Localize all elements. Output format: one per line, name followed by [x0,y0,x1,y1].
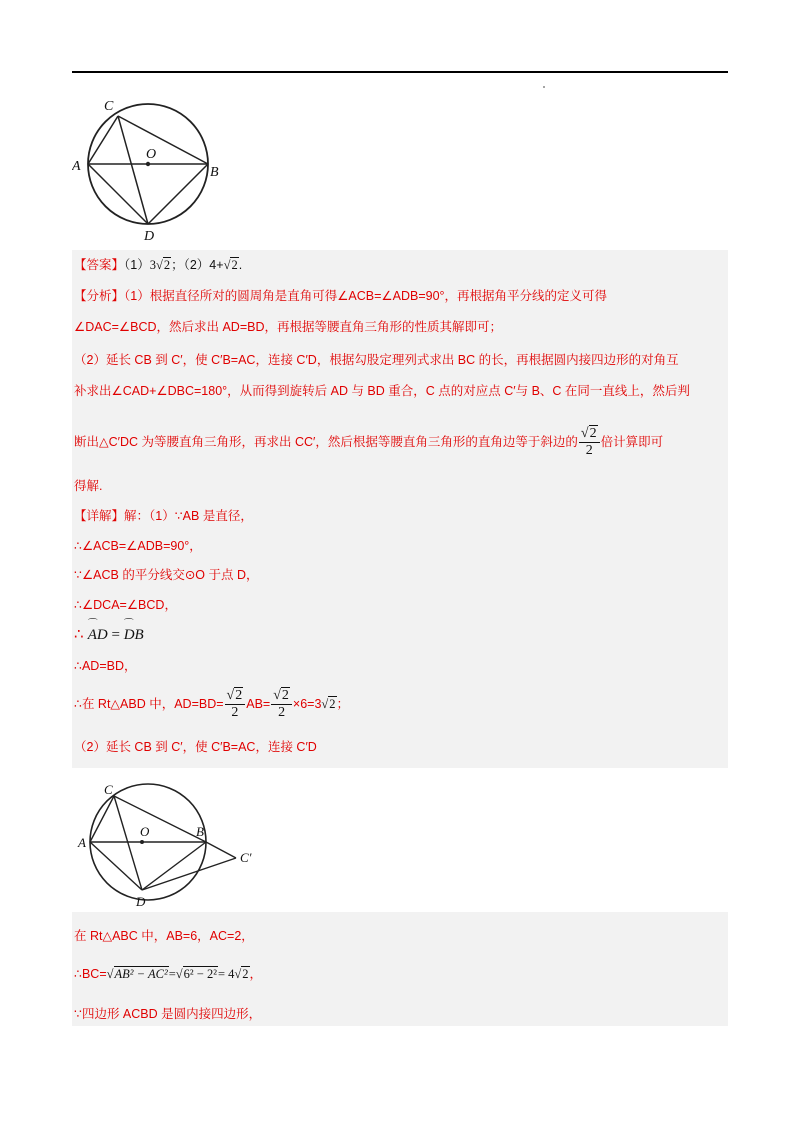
figure-circle-1 [72,92,242,250]
svg-text:C: C [104,782,113,797]
analysis-line-1: 【分析】（1）根据直径所对的圆周角是直角可得∠ACB=∠ADB=90°，再根据角平分线的定义可得 [74,289,608,303]
center-dot [146,162,150,166]
fraction-sqrt2-over-2: $\frac{√2}{2}$ [579,426,600,459]
label-c: C [104,99,114,114]
label-b: B [210,165,219,180]
svg-text:A: A [78,835,86,850]
fraction-2: $\frac{√2}{2}$ [271,688,292,721]
analysis-line-4: 补求出∠CAD+∠DBC=180°，从而得到旋转后 AD 与 BD 重合，C 点的对应点 C′与 B、C 在同一直线上，然后判 [74,384,690,398]
detail-line-10: ∴BC=√AB² − AC²=√6² − 2²= 4√2， [74,967,263,981]
detail-line-7: ∴在 Rt△ABD 中，AD=BD= $\frac{√2}{2}$ AB= $\frac{√2}{2}$ ×6=3√2； [74,688,350,721]
detail-line-4: ∴∠DCA=∠BCD， [74,598,177,612]
answer-tag: 【答案】 [74,258,125,272]
arc-db: ⌒ DB [124,626,144,644]
detail-line-5: ∴ ⌒ AD = ⌒ DB [74,626,144,644]
label-o: O [146,147,157,162]
chord-cd [118,116,148,224]
detail-tag: 【详解】 [74,509,125,523]
analysis-line-5: 断出△C′DC 为等腰直角三角形，再求出 CC′，然后根据等腰直角三角形的直角边等于斜边的 $\frac{√2}{2}$ 倍计算即可 [74,426,664,459]
speck [543,86,545,88]
analysis-line-2: ∠DAC=∠BCD，然后求出 AD=BD，再根据等腰直角三角形的性质其解即可； [74,320,502,334]
arc-ad: ⌒ AD [88,626,108,644]
detail-line-11: ∵四边形 ACBD 是圆内接四边形， [74,1007,262,1021]
answer-line: 【答案】（1）3√2；（2）4+√2. [74,258,243,272]
label-a: A [72,159,81,174]
header-rule [72,71,728,73]
fraction-1: $\frac{√2}{2}$ [225,688,246,721]
label-d: D [144,229,155,244]
svg-text:B: B [196,824,204,839]
svg-text:D: D [136,894,146,909]
detail-line-2: ∴∠ACB=∠ADB=90°， [74,539,202,553]
svg-text:C′: C′ [240,850,252,865]
analysis-line-6: 得解. [74,479,103,493]
detail-line-9: 在 Rt△ABC 中，AB=6，AC=2， [74,929,254,943]
detail-line-3: ∵∠ACB 的平分线交⊙O 于点 D， [74,568,259,582]
chord-cb [118,116,208,164]
svg-text:O: O [140,824,150,839]
analysis-line-3: （2）延长 CB 到 C′，使 C′B=AC，连接 C′D，根据勾股定理列式求出 BC 的长，再根据圆内接四边形的对角互 [74,353,679,367]
detail-line-8: （2）延长 CB 到 C′，使 C′B=AC，连接 C′D [74,740,317,754]
detail-line-6: ∴AD=BD， [74,659,137,673]
detail-line-1: 【详解】解：（1）∵AB 是直径， [74,509,253,523]
analysis-tag: 【分析】 [74,289,125,303]
figure-circle-2 [72,770,268,912]
